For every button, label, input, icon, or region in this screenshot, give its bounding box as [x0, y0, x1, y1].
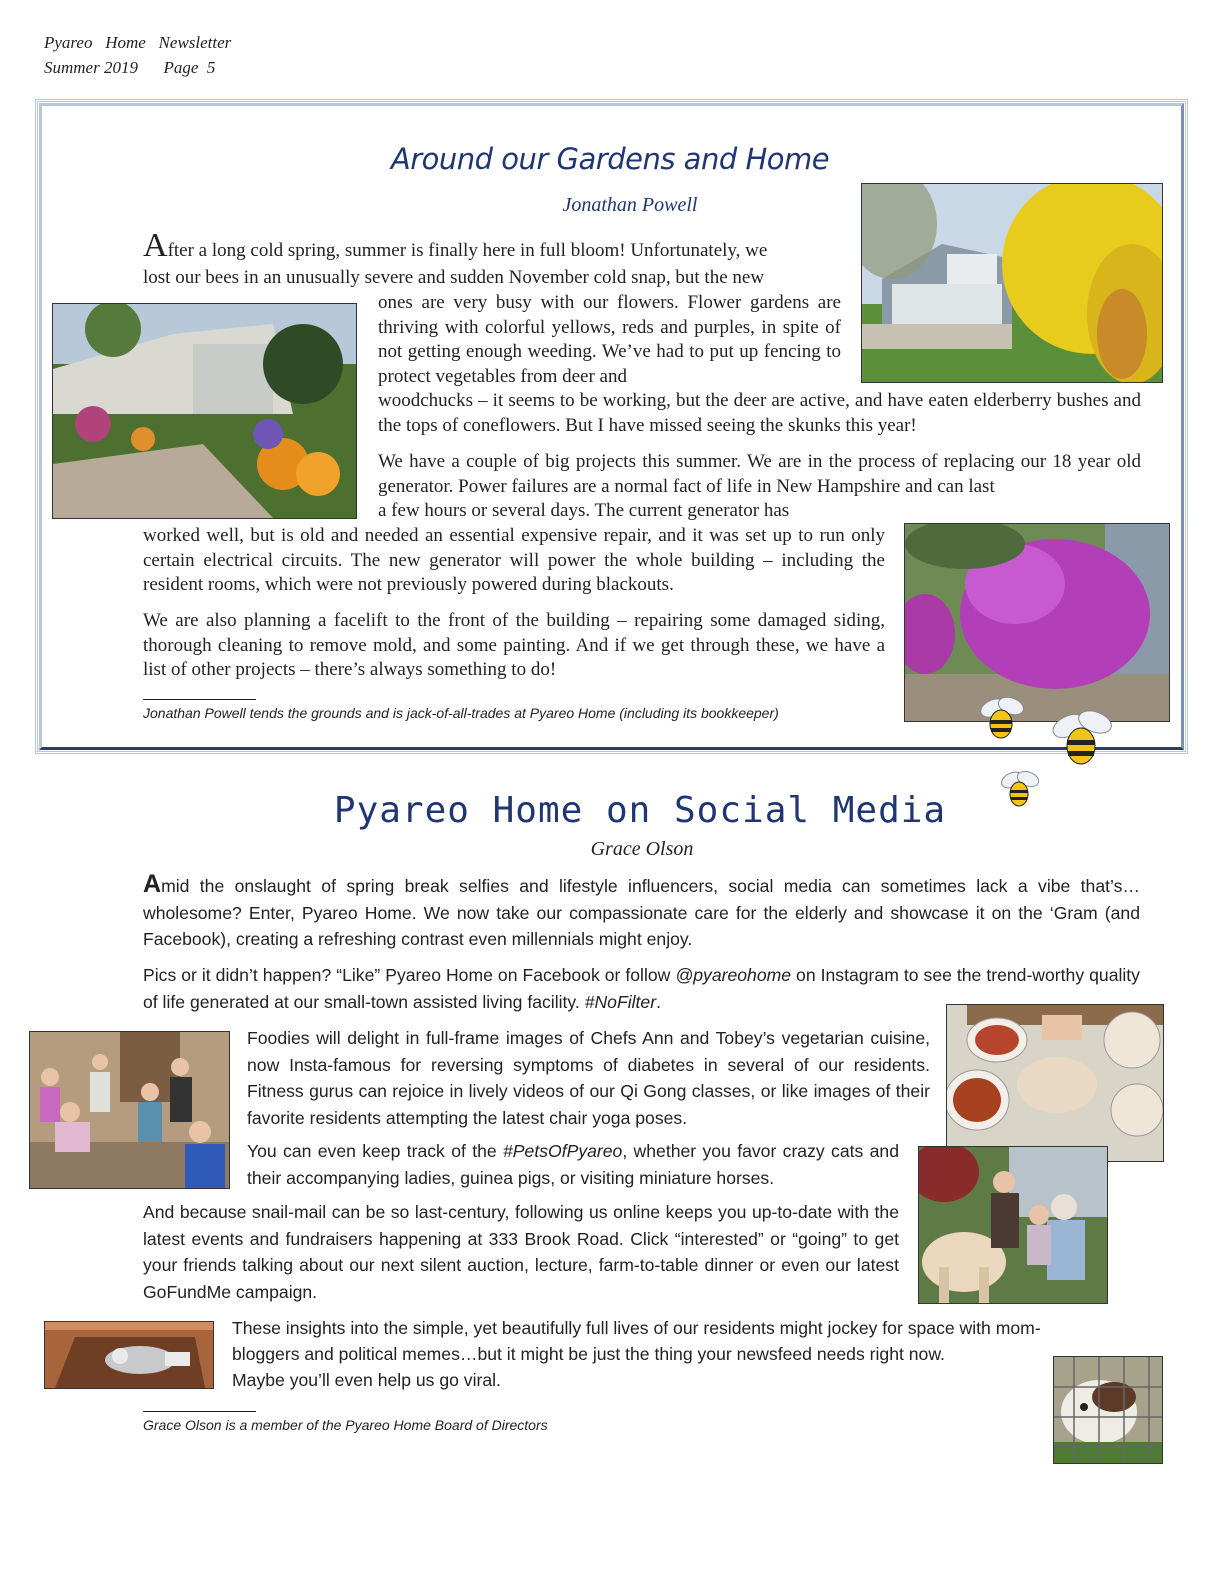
article1-para2-top: We have a couple of big projects this summer. We are in the process of replacing our 18 year old generator. Power failures are a normal fact of life in New Hampshire and can last [378, 451, 1141, 497]
bee-icon [975, 696, 1031, 747]
footnote-rule [143, 1411, 256, 1412]
article2-para2: Pics or it didn’t happen? “Like” Pyareo Home on Facebook or follow @pyareohome on Instagram to see the trend-worthy quality of life generated at our small-town assisted living facility. #NoFilter. [143, 965, 1140, 1012]
article1-para1-line1: After a long cold spring, summer is finally here in full bloom! Unfortunately, we [143, 227, 768, 264]
rhododendron-photo [904, 523, 1170, 722]
miniature-horse-photo [918, 1146, 1108, 1304]
article2-byline: Grace Olson [590, 838, 694, 860]
article1-byline: Jonathan Powell [562, 194, 698, 216]
cat-in-drawer-photo [44, 1321, 214, 1389]
article1-para1-tail: woodchucks – it seems to be working, but the deer are active, and have eaten elderberry bushes and the tops of coneflowers. But I have missed seeing the skunks this year! [378, 390, 1141, 436]
article2-para3: Foodies will delight in full-frame images of Chefs Ann and Tobey’s vegetarian cuisine, now Insta-famous for reversing symptoms of diabetes in several of our residents. Fitness gurus can rejoice in lively videos of our Qi Gong classes, or like images of their favorite residents attempting the latest chair yoga poses. [247, 1028, 930, 1128]
bee-icon [1047, 710, 1119, 773]
article1-para3: We are also planning a facelift to the front of the building – repairing some damaged siding, thorough cleaning to remove mold, and some painting. And if we get through these, we have a list of other projects – there’s always something to do! [143, 610, 885, 680]
forsythia-house-photo [861, 183, 1163, 383]
article2-para6-line3: Maybe you’ll even help us go viral. [232, 1370, 501, 1390]
hashtag: #PetsOfPyareo [503, 1141, 623, 1161]
dropcap: A [143, 870, 162, 898]
article1-footnote: Jonathan Powell tends the grounds and is jack-of-all-trades at Pyareo Home (including its bookkeeper) [143, 705, 779, 721]
article1-para1-body: ones are very busy with our flowers. Flower gardens are thriving with colorful yellows, reds and purples, in spite of not getting enough weeding. We’ve had to put up fencing to protect vegetables from deer and [378, 292, 841, 387]
article2-para4: You can even keep track of the #PetsOfPyareo, whether you favor crazy cats and their accompanying ladies, guinea pigs, or visiting miniature horses. [247, 1141, 899, 1188]
article2-para1: Amid the onslaught of spring break selfies and lifestyle influencers, social media can sometimes lack a vibe that’s…wholesome? Enter, Pyareo Home. We now take our compassionate care for the elderly and showcase it on the ‘Gram (and Facebook), creating a refreshing contrast even millennials might enjoy. [143, 870, 1140, 949]
hashtag: #NoFilter [584, 991, 657, 1012]
article2-para6-line1: These insights into the simple, yet beautifully full lives of our residents might jockey for space with mom- [232, 1318, 1041, 1338]
instagram-handle: @pyareohome [675, 965, 792, 985]
guinea-pig-photo [1053, 1356, 1163, 1464]
qi-gong-class-photo [29, 1031, 230, 1189]
dropcap: A [143, 227, 168, 264]
garden-path-photo [52, 303, 357, 519]
article2-title: Pyareo Home on Social Media [333, 790, 947, 831]
article1-para2-mid: a few hours or several days. The current generator has [378, 500, 790, 521]
vegetarian-cuisine-photo [946, 1004, 1164, 1162]
footnote-rule [143, 699, 256, 700]
article1-para1-line2: lost our bees in an unusually severe and sudden November cold snap, but the new [143, 267, 765, 288]
article2-para6-line2: bloggers and political memes…but it might be just the thing your newsfeed needs right now. [232, 1344, 945, 1364]
article2-para5: And because snail-mail can be so last-century, following us online keeps you up-to-date with the latest events and fundraisers happening at 333 Brook Road. Click “interested” or “going” to get your friends talking about our next silent auction, lecture, farm-to-table dinner or even our latest GoFundMe campaign. [143, 1202, 899, 1302]
article1-title: Around our Gardens and Home [390, 142, 830, 176]
article2-footnote: Grace Olson is a member of the Pyareo Home Board of Directors [143, 1417, 548, 1433]
newsletter-title: Pyareo Home Newsletter [44, 33, 232, 52]
issue-page-label: Summer 2019 Page 5 [44, 58, 216, 77]
article1-para2-bottom: worked well, but is old and needed an essential expensive repair, and it was set up to run only certain electrical circuits. The new generator will power the whole building – including the resident rooms, which were not previously powered during blackouts. [143, 525, 885, 595]
